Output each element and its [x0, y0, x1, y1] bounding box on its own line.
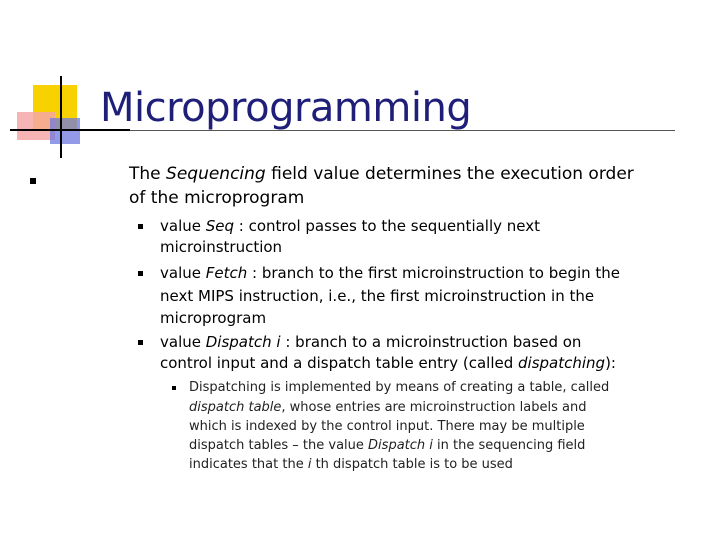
text-run: control input and a dispatch table entry (called: [160, 354, 519, 372]
sub-sub-bullet-text: which is indexed by the control input. There may be multiple: [189, 419, 585, 434]
sub-bullet-text: [160, 262, 620, 285]
sub-bullet-text: microprogram: [160, 309, 267, 327]
text-emphasis: dispatch table: [189, 400, 282, 415]
text-emphasis: Fetch: [205, 264, 248, 282]
text-emphasis: Dispatch i: [205, 333, 281, 351]
text-run: field value determines the execution order: [265, 164, 634, 184]
bullet-text: [129, 163, 634, 185]
text-run: value: [160, 333, 206, 351]
sub-bullet-text: [160, 215, 540, 238]
sub-bullet-text: [160, 352, 616, 375]
sub-bullet-marker: [138, 271, 143, 276]
text-run: : branch to the first microinstruction to begin the: [247, 264, 621, 282]
text-emphasis: Sequencing: [166, 164, 266, 184]
text-run: ):: [605, 354, 616, 372]
text-run: th dispatch table is to be used: [311, 457, 513, 472]
text-run: value: [160, 217, 206, 235]
sub-bullet-marker: [138, 224, 143, 229]
text-run: : control passes to the sequentially next: [234, 217, 541, 235]
text-run: value: [160, 264, 206, 282]
decor-blue-square: [50, 118, 80, 144]
text-run: , whose entries are microinstruction labels and: [281, 400, 587, 415]
text-run: in the sequencing field: [432, 438, 586, 453]
sub-bullet-text: next MIPS instruction, i.e., the first microinstruction in the: [160, 287, 595, 305]
sub-sub-bullet-text: [189, 455, 513, 474]
sub-bullet-text: [160, 331, 581, 354]
text-run: dispatch tables – the value: [189, 438, 369, 453]
sub-sub-bullet-text: [189, 398, 586, 417]
text-run: indicates that the: [189, 457, 308, 472]
decor-vertical-line: [60, 76, 62, 158]
text-run: The: [129, 164, 167, 184]
bullet-text: of the microprogram: [129, 188, 305, 208]
slide-title: Microprogramming: [100, 85, 472, 131]
text-emphasis: i: [307, 457, 312, 472]
bullet-marker: [30, 178, 36, 184]
sub-bullet-marker: [138, 340, 143, 345]
text-emphasis: Dispatch i: [368, 438, 433, 453]
sub-sub-bullet-text: [189, 436, 585, 455]
text-emphasis: dispatching: [518, 354, 606, 372]
text-emphasis: Seq: [205, 217, 235, 235]
sub-bullet-text: microinstruction: [160, 238, 283, 256]
sub-sub-bullet-text: Dispatching is implemented by means of creating a table, called: [189, 380, 610, 395]
text-run: : branch to a microinstruction based on: [280, 333, 582, 351]
sub-sub-bullet-marker: [172, 386, 176, 390]
